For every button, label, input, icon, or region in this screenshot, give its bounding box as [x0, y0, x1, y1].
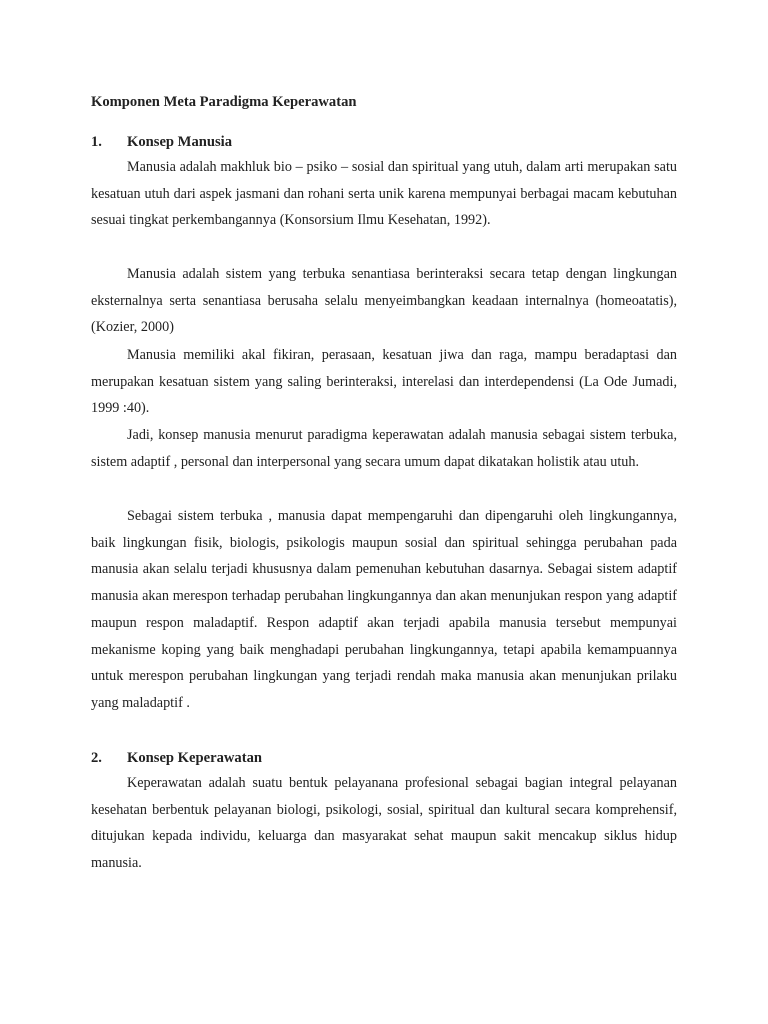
paragraph: Jadi, konsep manusia menurut paradigma keperawatan adalah manusia sebagai sistem terbuka, sistem adaptif , personal dan interpersonal yang secara umum dapat dikatakan holistik atau utuh.: [91, 427, 677, 470]
section-heading-text: Konsep Manusia: [127, 134, 233, 150]
section-number: 2.: [91, 750, 102, 766]
paragraph: Manusia adalah sistem yang terbuka senantiasa berinteraksi secara tetap dengan lingkungan eksternalnya serta senantiasa berusaha selalu menyeimbangkan keadaan internalnya (homeoatatis), (Kozier, 2000): [91, 266, 677, 336]
section-heading-text: Konsep Keperawatan: [127, 750, 262, 766]
paragraph: Keperawatan adalah suatu bentuk pelayanana profesional sebagai bagian integral pelayanan kesehatan berbentuk pelayanan biologi, psikologi, sosial, spiritual dan kultural secara komprehensif, ditujukan kepada individu, keluarga dan masyarakat sehat maupun sakit mencakup siklus hidup manusia.: [91, 775, 677, 872]
document-title: Komponen Meta Paradigma Keperawatan: [91, 94, 357, 110]
paragraph: Manusia adalah makhluk bio – psiko – sosial dan spiritual yang utuh, dalam arti merupakan satu kesatuan utuh dari aspek jasmani dan rohani serta unik karena mempunyai berbagai macam kebutuhan sesuai tingkat perkembangannya (Konsorsium Ilmu Kesehatan, 1992).: [91, 159, 677, 229]
paragraph: Sebagai sistem terbuka , manusia dapat mempengaruhi dan dipengaruhi oleh lingkungannya, baik lingkungan fisik, biologis, psikologis maupun sosial dan spiritual sehingga perubahan pada manusia akan selalu terjadi khususnya dalam pemenuhan kebutuhan dasarnya. Sebagai sistem adaptif manusia akan merespon terhadap perubahan lingkungannya dan akan menunjukan respon yang adaptif maupun respon maladaptif. Respon adaptif akan terjadi apabila manusia tersebut mempunyai mekanisme koping yang baik menghadapi perubahan lingkungannya, tetapi apabila kemampuannya untuk merespon perubahan lingkungan yang terjadi rendah maka manusia akan menunjukan prilaku yang maladaptif .: [91, 508, 677, 711]
section-heading-konsep-manusia: [91, 132, 232, 152]
paragraph: Manusia memiliki akal fikiran, perasaan, kesatuan jiwa dan raga, mampu beradaptasi dan merupakan kesatuan sistem yang saling berinteraksi, interelasi dan interdependensi (La Ode Jumadi, 1999 :40).: [91, 347, 677, 417]
section-heading-konsep-keperawatan: [91, 748, 262, 768]
section-number: 1.: [91, 134, 102, 150]
